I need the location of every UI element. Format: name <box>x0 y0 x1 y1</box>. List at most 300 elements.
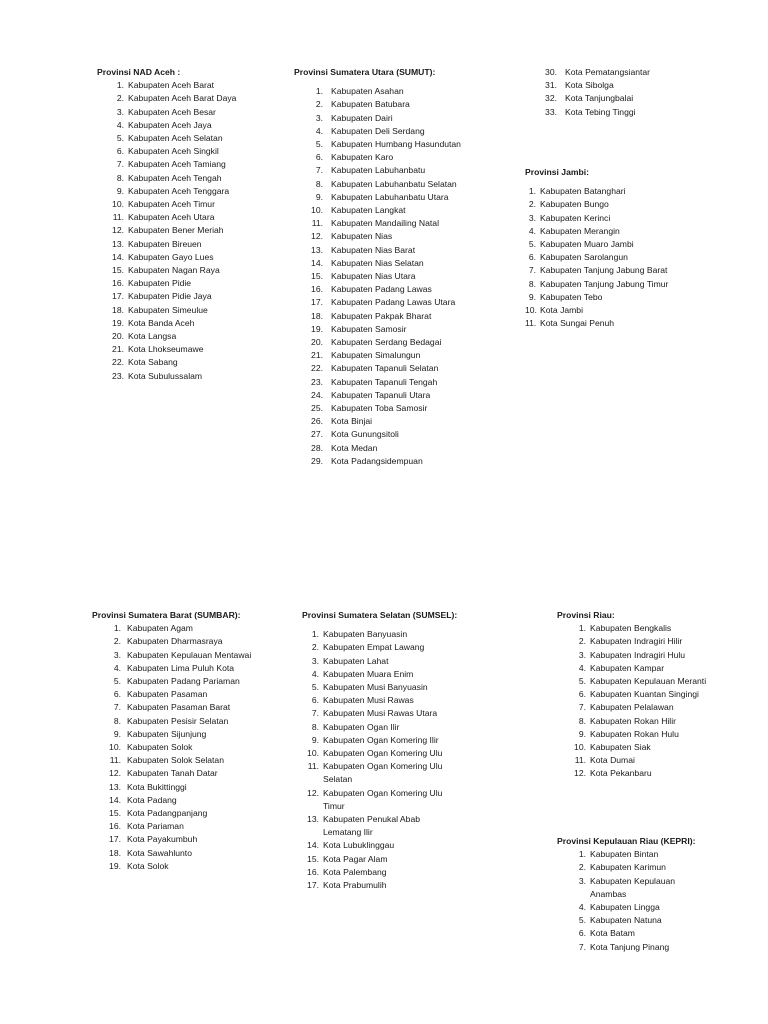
regency-list <box>294 85 484 468</box>
item-number: 1. <box>315 86 323 97</box>
list-item <box>97 158 237 171</box>
item-label: Kabupaten Karimun <box>590 862 666 873</box>
item-number: 17. <box>307 880 319 891</box>
item-number: 13. <box>311 244 323 255</box>
item-number: 9. <box>315 191 323 202</box>
list-item <box>92 635 252 648</box>
item-number: 5. <box>315 139 323 150</box>
item-label: Kota Binjai <box>331 416 373 427</box>
item-number: 5. <box>528 239 536 250</box>
list-item <box>294 362 484 375</box>
item-number: 1. <box>113 623 121 634</box>
item-number: 8. <box>311 721 319 732</box>
item-label: Kabupaten Bungo <box>540 199 609 210</box>
item-number: 18. <box>112 304 124 315</box>
item-label: Kabupaten Lima Puluh Kota <box>127 662 235 673</box>
item-label: Kota Pematangsiantar <box>565 67 651 77</box>
item-number: 18. <box>109 847 121 858</box>
item-label: Kabupaten Ogan Ilir <box>323 721 400 732</box>
list-item <box>97 106 237 119</box>
item-number: 11. <box>574 755 586 766</box>
list-item <box>557 875 712 901</box>
item-label: Kabupaten Musi Banyuasin <box>323 682 428 693</box>
item-number: 9. <box>113 728 121 739</box>
list-item <box>294 191 484 204</box>
section-title: Provinsi NAD Aceh : <box>97 67 181 77</box>
item-label: Kabupaten Merangin <box>540 225 620 236</box>
item-number: 23. <box>112 370 124 381</box>
list-item <box>92 688 252 701</box>
item-number: 31. <box>545 80 557 91</box>
item-label: Kabupaten Langkat <box>331 205 406 216</box>
item-label: Kabupaten Aceh Selatan <box>128 133 223 144</box>
item-label: Kota Sabang <box>128 357 178 368</box>
item-label: Kabupaten Lingga <box>590 902 660 913</box>
list-item <box>92 675 252 688</box>
item-label: Kabupaten Bireuen <box>128 238 202 249</box>
item-number: 2. <box>528 199 536 210</box>
item-number: 8. <box>116 172 124 183</box>
list-item <box>294 428 484 441</box>
item-label: Kota Payakumbuh <box>127 834 198 845</box>
list-item <box>97 251 237 264</box>
item-number: 16. <box>311 284 323 295</box>
list-item <box>557 688 712 701</box>
item-label: Kabupaten Bintan <box>590 849 659 860</box>
item-number: 28. <box>311 442 323 453</box>
item-number: 22. <box>311 363 323 374</box>
item-label: Kabupaten Musi Rawas <box>323 695 414 706</box>
item-number: 16. <box>307 866 319 877</box>
item-label: Kota Gunungsitoli <box>331 429 399 440</box>
item-number: 21. <box>112 344 124 355</box>
list-item <box>97 224 237 237</box>
list-item <box>97 145 237 158</box>
item-number: 12. <box>307 787 319 798</box>
list-item <box>294 389 484 402</box>
list-item <box>294 164 484 177</box>
item-number: 27. <box>311 429 323 440</box>
item-number: 8. <box>113 715 121 726</box>
item-label: Kota Lhokseumawe <box>128 344 204 355</box>
item-number: 7. <box>113 702 121 713</box>
item-label: Kabupaten Tanjung Jabung Timur <box>540 278 669 289</box>
item-number: 6. <box>113 689 121 700</box>
regency-list <box>92 622 252 873</box>
item-label: Kabupaten Toba Samosir <box>331 403 428 414</box>
item-number: 14. <box>112 251 124 262</box>
item-label: Kabupaten Tebo <box>540 291 603 302</box>
list-item <box>557 649 712 662</box>
list-item <box>294 402 484 415</box>
regency-list <box>525 185 715 330</box>
item-label: Kabupaten Kepulauan Anambas <box>590 875 676 899</box>
item-number: 1. <box>116 80 124 91</box>
item-number: 4. <box>315 125 323 136</box>
item-label: Kabupaten Labuhanbatu Utara <box>331 191 449 202</box>
item-label: Kota Sungai Penuh <box>540 318 615 329</box>
list-item <box>302 813 452 839</box>
item-label: Kabupaten Natuna <box>590 915 662 926</box>
item-label: Kota Lubuklinggau <box>323 840 395 851</box>
item-number: 13. <box>109 781 121 792</box>
item-label: Kota Sawahlunto <box>127 847 192 858</box>
list-item <box>92 833 252 846</box>
item-label: Kabupaten Bengkalis <box>590 623 672 634</box>
item-number: 12. <box>574 768 586 779</box>
item-label: Kabupaten Pasaman Barat <box>127 702 231 713</box>
item-label: Kabupaten Dairi <box>331 112 393 123</box>
item-number: 3. <box>528 212 536 223</box>
list-item <box>294 244 484 257</box>
list-item <box>92 820 252 833</box>
item-number: 3. <box>311 655 319 666</box>
item-number: 33. <box>545 106 557 117</box>
item-number: 9. <box>116 185 124 196</box>
item-number: 2. <box>311 642 319 653</box>
item-label: Kota Sibolga <box>565 80 614 91</box>
section-sumbar <box>92 609 252 873</box>
item-number: 9. <box>578 728 586 739</box>
item-number: 15. <box>112 265 124 276</box>
list-item <box>294 112 484 125</box>
list-item <box>302 760 452 786</box>
item-label: Kabupaten Humbang Hasundutan <box>331 139 461 150</box>
item-label: Kota Banda Aceh <box>128 317 195 328</box>
list-item <box>92 860 252 873</box>
item-number: 7. <box>578 702 586 713</box>
item-number: 19. <box>109 860 121 871</box>
list-item <box>557 715 712 728</box>
item-number: 4. <box>578 662 586 673</box>
list-item <box>92 728 252 741</box>
item-number: 19. <box>311 323 323 334</box>
list-item <box>92 622 252 635</box>
item-label: Kabupaten Tapanuli Tengah <box>331 376 438 387</box>
item-number: 10. <box>525 305 537 316</box>
list-item <box>92 807 252 820</box>
item-label: Kabupaten Aceh Utara <box>128 212 215 223</box>
item-label: Kabupaten Pidie Jaya <box>128 291 212 302</box>
section-sumsel <box>302 609 458 892</box>
item-number: 5. <box>578 676 586 687</box>
item-label: Kabupaten Padang Pariaman <box>127 676 240 687</box>
item-number: 16. <box>112 278 124 289</box>
item-label: Kabupaten Batanghari <box>540 186 626 197</box>
list-item <box>302 787 452 813</box>
item-number: 14. <box>307 840 319 851</box>
item-number: 11. <box>112 212 124 223</box>
list-item <box>302 747 452 760</box>
item-number: 17. <box>109 834 121 845</box>
item-label: Kabupaten Empat Lawang <box>323 642 425 653</box>
item-label: Kabupaten Nias <box>331 231 393 242</box>
item-label: Kota Padang <box>127 794 177 805</box>
item-label: Kabupaten Aceh Singkil <box>128 146 219 157</box>
item-label: Kabupaten Nagan Raya <box>128 265 220 276</box>
item-number: 4. <box>116 119 124 130</box>
section-riau <box>557 609 712 781</box>
item-number: 2. <box>116 93 124 104</box>
item-label: Kabupaten Kerinci <box>540 212 611 223</box>
item-label: Kabupaten Labuhanbatu Selatan <box>331 178 457 189</box>
item-label: Kabupaten Tapanuli Selatan <box>331 363 439 374</box>
section-nad-aceh <box>97 66 237 383</box>
list-item <box>97 343 237 356</box>
list-item <box>557 861 712 874</box>
item-number: 11. <box>311 218 323 229</box>
list-item <box>302 879 452 892</box>
item-label: Kota Pekanbaru <box>590 768 652 779</box>
item-number: 5. <box>116 133 124 144</box>
list-item <box>557 635 712 648</box>
section-kepri <box>557 835 712 954</box>
item-label: Kabupaten Sarolangun <box>540 252 628 263</box>
item-label: Kota Langsa <box>128 331 177 342</box>
item-label: Kota Medan <box>331 442 378 453</box>
item-label: Kota Bukittinggi <box>127 781 187 792</box>
list-item <box>557 741 712 754</box>
item-label: Kabupaten Nias Barat <box>331 244 416 255</box>
item-label: Kabupaten Mandailing Natal <box>331 218 439 229</box>
item-label: Kabupaten Ogan Komering Ulu Selatan <box>323 761 443 785</box>
item-label: Kabupaten Pakpak Bharat <box>331 310 432 321</box>
list-item <box>97 185 237 198</box>
item-label: Kabupaten Bener Meriah <box>128 225 224 236</box>
list-item <box>97 330 237 343</box>
item-number: 3. <box>113 649 121 660</box>
item-label: Kabupaten Ogan Komering Ilir <box>323 734 439 745</box>
list-item <box>294 415 484 428</box>
item-label: Kota Pagar Alam <box>323 853 388 864</box>
item-label: Kabupaten Penukal Abab Lematang Ilir <box>323 814 421 838</box>
section-title: Provinsi Jambi: <box>525 167 589 177</box>
item-number: 6. <box>315 152 323 163</box>
item-label: Kabupaten Karo <box>331 152 394 163</box>
item-number: 2. <box>113 636 121 647</box>
item-label: Kabupaten Simeulue <box>128 304 208 315</box>
item-number: 6. <box>311 695 319 706</box>
item-number: 3. <box>578 875 586 886</box>
item-number: 10. <box>307 748 319 759</box>
item-number: 7. <box>315 165 323 176</box>
item-number: 8. <box>315 178 323 189</box>
list-item <box>557 914 712 927</box>
item-label: Kabupaten Pelalawan <box>590 702 674 713</box>
section-title: Provinsi Kepulauan Riau (KEPRI): <box>557 836 696 846</box>
list-item <box>557 622 712 635</box>
item-label: Kabupaten Simalungun <box>331 350 421 361</box>
item-label: Kota Padangpanjang <box>127 808 208 819</box>
list-item <box>557 927 712 940</box>
list-item <box>302 694 452 707</box>
regency-list <box>557 622 712 780</box>
list-item <box>525 198 715 211</box>
list-item <box>302 655 452 668</box>
item-number: 5. <box>578 915 586 926</box>
item-number: 29. <box>311 455 323 466</box>
item-number: 18. <box>311 310 323 321</box>
list-item <box>525 278 715 291</box>
item-number: 6. <box>578 928 586 939</box>
list-item <box>542 66 732 79</box>
item-number: 10. <box>574 742 586 753</box>
item-label: Kabupaten Deli Serdang <box>331 125 425 136</box>
item-label: Kabupaten Nias Utara <box>331 271 416 282</box>
item-label: Kota Jambi <box>540 305 583 316</box>
list-item <box>302 866 452 879</box>
item-label: Kabupaten Aceh Tengah <box>128 172 222 183</box>
list-item <box>302 721 452 734</box>
list-item <box>525 251 715 264</box>
list-item <box>557 701 712 714</box>
list-item <box>97 132 237 145</box>
item-label: Kabupaten Nias Selatan <box>331 257 424 268</box>
regency-list <box>542 66 732 119</box>
item-number: 23. <box>311 376 323 387</box>
item-number: 3. <box>578 649 586 660</box>
item-label: Kabupaten Aceh Tamiang <box>128 159 226 170</box>
list-item <box>92 781 252 794</box>
item-number: 4. <box>113 662 121 673</box>
item-label: Kabupaten Serdang Bedagai <box>331 337 442 348</box>
item-label: Kabupaten Pasaman <box>127 689 208 700</box>
list-item <box>97 238 237 251</box>
list-item <box>97 317 237 330</box>
list-item <box>302 628 452 641</box>
list-item <box>92 662 252 675</box>
list-item <box>557 662 712 675</box>
item-label: Kabupaten Asahan <box>331 86 404 97</box>
regency-list <box>97 79 237 383</box>
item-label: Kabupaten Kepulauan Meranti <box>590 676 707 687</box>
section-jambi <box>525 166 715 330</box>
item-number: 12. <box>109 768 121 779</box>
list-item <box>97 277 237 290</box>
item-label: Kabupaten Rokan Hulu <box>590 728 679 739</box>
list-item <box>525 238 715 251</box>
item-label: Kabupaten Musi Rawas Utara <box>323 708 438 719</box>
item-label: Kabupaten Siak <box>590 742 651 753</box>
item-label: Kabupaten Batubara <box>331 99 410 110</box>
item-label: Kota Solok <box>127 860 169 871</box>
item-number: 15. <box>311 271 323 282</box>
list-item <box>302 668 452 681</box>
list-item <box>557 767 712 780</box>
list-item <box>294 270 484 283</box>
item-label: Kabupaten Muaro Jambi <box>540 239 634 250</box>
item-label: Kabupaten Padang Lawas Utara <box>331 297 456 308</box>
item-number: 20. <box>112 331 124 342</box>
list-item <box>525 225 715 238</box>
item-number: 14. <box>109 794 121 805</box>
item-number: 2. <box>578 636 586 647</box>
list-item <box>92 847 252 860</box>
item-label: Kota Batam <box>590 928 635 939</box>
item-number: 5. <box>311 682 319 693</box>
item-label: Kabupaten Solok <box>127 742 193 753</box>
list-item <box>542 79 732 92</box>
item-number: 4. <box>311 668 319 679</box>
item-label: Kabupaten Samosir <box>331 323 407 334</box>
list-item <box>97 290 237 303</box>
item-label: Kabupaten Aceh Barat <box>128 80 215 91</box>
list-item <box>302 839 452 852</box>
item-label: Kota Palembang <box>323 866 387 877</box>
list-item <box>294 217 484 230</box>
item-number: 4. <box>578 902 586 913</box>
list-item <box>302 853 452 866</box>
item-number: 22. <box>112 357 124 368</box>
list-item <box>92 754 252 767</box>
item-label: Kabupaten Ogan Komering Ulu <box>323 748 443 759</box>
list-item <box>542 106 732 119</box>
list-item <box>97 172 237 185</box>
item-label: Kabupaten Tanah Datar <box>127 768 218 779</box>
item-label: Kabupaten Indragiri Hulu <box>590 649 686 660</box>
item-label: Kota Pariaman <box>127 821 184 832</box>
section-title: Provinsi Sumatera Selatan (SUMSEL): <box>302 610 458 620</box>
item-label: Kabupaten Ogan Komering Ulu Timur <box>323 787 443 811</box>
item-label: Kabupaten Aceh Timur <box>128 199 215 210</box>
item-label: Kota Prabumulih <box>323 880 387 891</box>
item-number: 32. <box>545 93 557 104</box>
item-number: 1. <box>578 623 586 634</box>
item-number: 25. <box>311 403 323 414</box>
regency-list <box>302 628 452 892</box>
item-number: 15. <box>109 808 121 819</box>
list-item <box>525 264 715 277</box>
item-number: 10. <box>112 199 124 210</box>
list-item <box>92 649 252 662</box>
list-item <box>525 317 715 330</box>
item-label: Kabupaten Tapanuli Utara <box>331 389 431 400</box>
item-label: Kabupaten Muara Enim <box>323 668 414 679</box>
item-label: Kota Padangsidempuan <box>331 455 423 466</box>
list-item <box>294 138 484 151</box>
item-label: Kabupaten Gayo Lues <box>128 251 214 262</box>
list-item <box>302 707 452 720</box>
list-item <box>557 754 712 767</box>
list-item <box>294 204 484 217</box>
list-item <box>294 442 484 455</box>
item-label: Kabupaten Padang Lawas <box>331 284 432 295</box>
list-item <box>302 681 452 694</box>
item-number: 17. <box>311 297 323 308</box>
item-number: 1. <box>528 186 536 197</box>
item-number: 24. <box>311 389 323 400</box>
item-number: 21. <box>311 350 323 361</box>
section-title: Provinsi Sumatera Utara (SUMUT): <box>294 67 436 77</box>
list-item <box>92 715 252 728</box>
list-item <box>294 323 484 336</box>
item-number: 7. <box>578 941 586 952</box>
list-item <box>294 336 484 349</box>
item-number: 10. <box>311 205 323 216</box>
list-item <box>542 92 732 105</box>
item-number: 15. <box>307 853 319 864</box>
item-label: Kabupaten Rokan Hilir <box>590 715 676 726</box>
regency-list <box>557 848 712 954</box>
item-number: 3. <box>116 106 124 117</box>
item-number: 11. <box>307 761 319 772</box>
list-item <box>525 212 715 225</box>
list-item <box>294 98 484 111</box>
item-number: 11. <box>109 755 121 766</box>
item-label: Kota Tebing Tinggi <box>565 106 636 117</box>
list-item <box>97 119 237 132</box>
item-label: Kabupaten Tanjung Jabung Barat <box>540 265 668 276</box>
